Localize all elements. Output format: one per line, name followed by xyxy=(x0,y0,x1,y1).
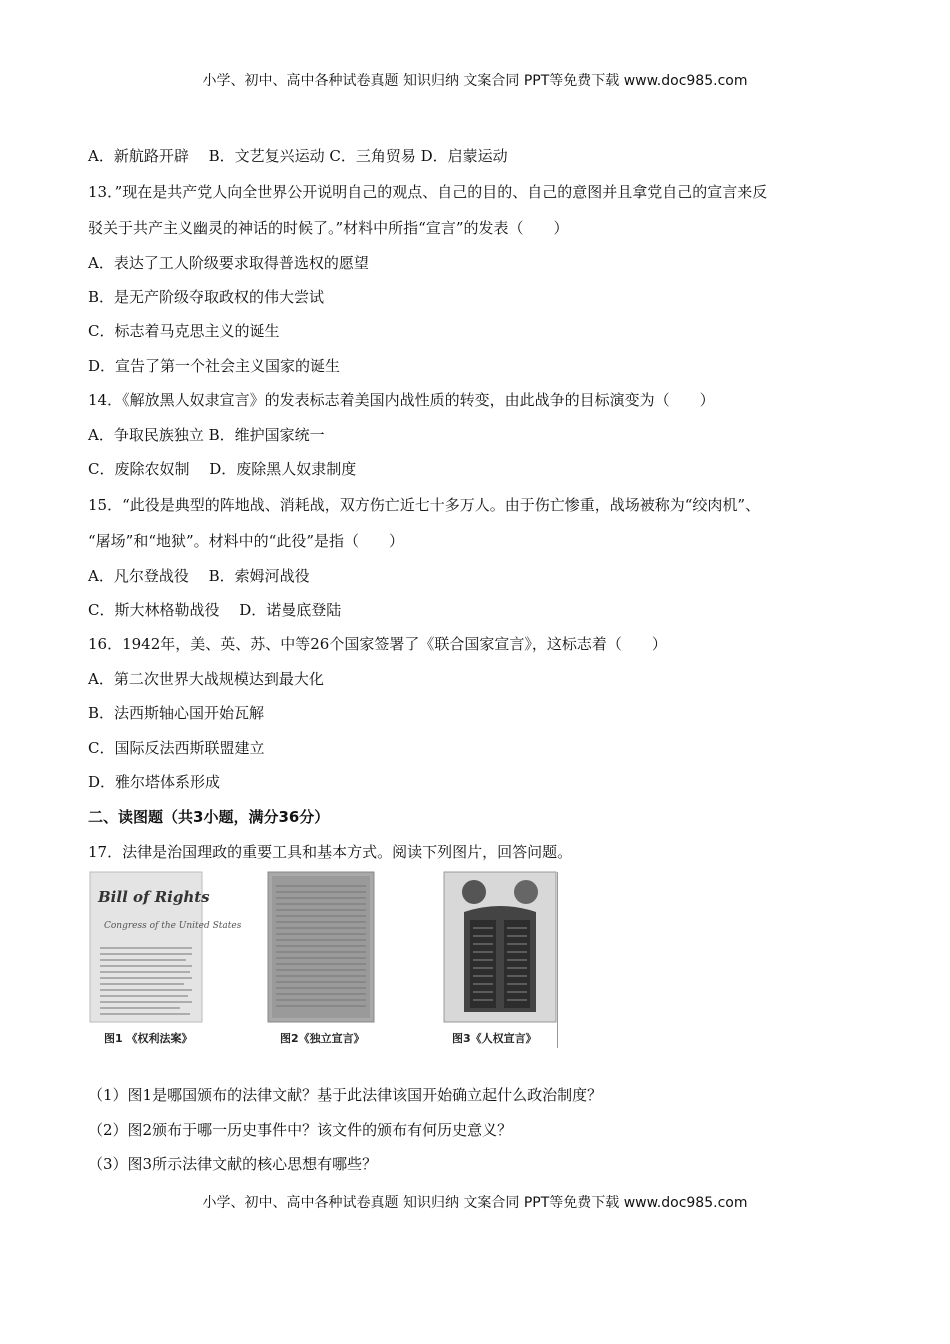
q12-options: A．新航路开辟 B．文艺复兴运动 C．三角贸易 D．启蒙运动 xyxy=(88,147,508,165)
q13-option-d: D．宣告了第一个社会主义国家的诞生 xyxy=(88,357,341,375)
q16-option-d: D．雅尔塔体系形成 xyxy=(88,773,221,791)
q14-stem: 14．《解放黑人奴隶宣言》的发表标志着美国内战性质的转变，由此战争的目标演变为（ ） xyxy=(88,391,715,409)
figure-2-caption: 图2《独立宣言》 xyxy=(280,1032,365,1045)
q16-option-c: C．国际反法西斯联盟建立 xyxy=(88,739,265,757)
bill-of-rights-title: Bill of Rights xyxy=(98,888,210,906)
q17-sub-1: （1）图1是哪国颁布的法律文献？基于此法律该国开始确立起什么政治制度？ xyxy=(88,1086,603,1104)
q13-stem-line2: 驳关于共产主义幽灵的神话的时候了。”材料中所指“宣言”的发表（ ） xyxy=(88,219,569,237)
q13-option-b: B．是无产阶级夺取政权的伟大尝试 xyxy=(88,288,325,306)
q15-stem-line2: “屠场”和“地狱”。材料中的“此役”是指（ ） xyxy=(88,532,405,550)
q15-stem-line1: 15．“此役是典型的阵地战、消耗战，双方伤亡近七十多万人。由于伤亡惨重，战场被称为“绞肉机”、 xyxy=(88,496,761,514)
q14-options-cd: C．废除农奴制 D．废除黑人奴隶制度 xyxy=(88,460,357,478)
q15-options-cd: C．斯大林格勒战役 D．诺曼底登陆 xyxy=(88,601,342,619)
q13-option-c: C．标志着马克思主义的诞生 xyxy=(88,322,280,340)
q15-options-ab: A．凡尔登战役 B．索姆河战役 xyxy=(88,567,310,585)
q16-option-a: A．第二次世界大战规模达到最大化 xyxy=(88,670,324,688)
q16-stem: 16．1942年，美、英、苏、中等26个国家签署了《联合国家宣言》，这标志着（ ） xyxy=(88,635,667,653)
q17-sub-2: （2）图2颁布于哪一历史事件中？该文件的颁布有何历史意义？ xyxy=(88,1121,513,1139)
svg-text:Congress of the United States: Congress of the United States xyxy=(104,921,242,931)
rights-of-man-image xyxy=(444,872,556,1022)
declaration-of-independence-image xyxy=(268,872,374,1022)
figure-1-caption: 图1 《权利法案》 xyxy=(104,1032,193,1045)
q14-options-ab: A．争取民族独立 B．维护国家统一 xyxy=(88,426,325,444)
q16-option-b: B．法西斯轴心国开始瓦解 xyxy=(88,704,265,722)
figure-divider xyxy=(557,872,558,1048)
page-footer: 小学、初中、高中各种试卷真题 知识归纳 文案合同 PPT等免费下载 www.doc985.com xyxy=(202,1195,748,1211)
bill-of-rights-image xyxy=(90,872,242,1022)
q17-sub-3: （3）图3所示法律文献的核心思想有哪些？ xyxy=(88,1155,378,1173)
q13-stem-line1: 13．”现在是共产党人向全世界公开说明自己的观点、自己的目的、自己的意图并且拿党自己的宣言来反 xyxy=(88,183,768,201)
q17-stem: 17．法律是治国理政的重要工具和基本方式。阅读下列图片，回答问题。 xyxy=(88,843,573,861)
figure-3-caption: 图3《人权宣言》 xyxy=(452,1032,537,1045)
q13-option-a: A．表达了工人阶级要求取得普选权的愿望 xyxy=(88,254,369,272)
page-header: 小学、初中、高中各种试卷真题 知识归纳 文案合同 PPT等免费下载 www.doc985.com xyxy=(202,73,748,89)
section-title: 二、读图题（共3小题，满分36分） xyxy=(88,808,330,826)
